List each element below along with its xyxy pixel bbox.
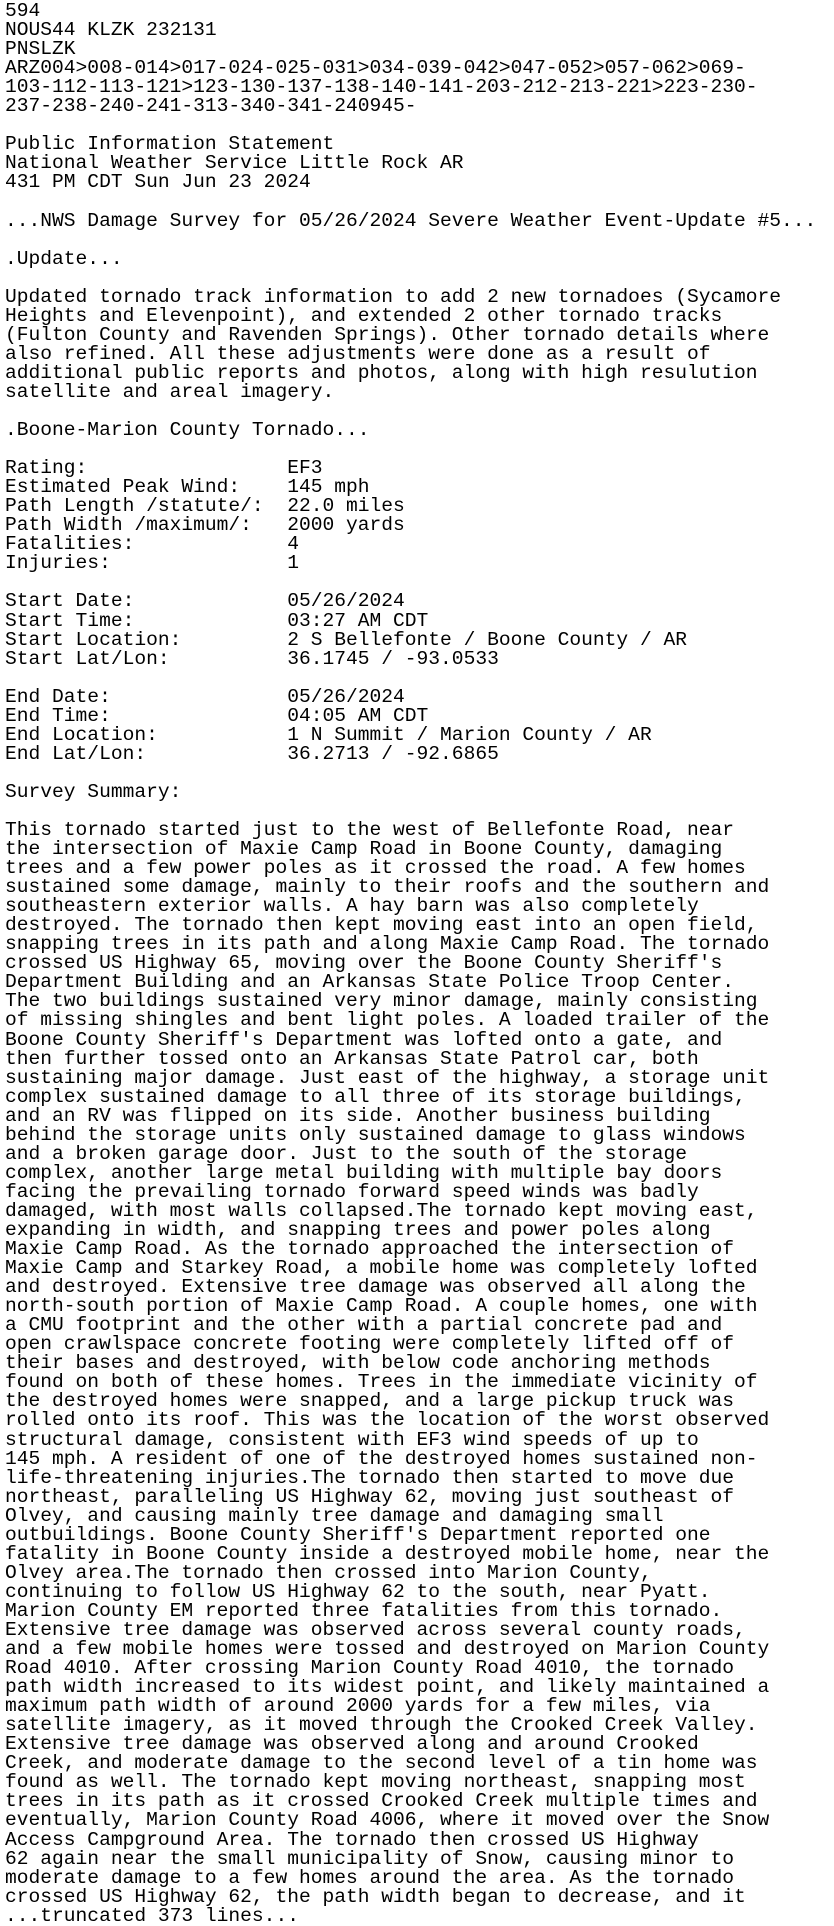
text-line: Maxie Camp Road. As the tornado approached the intersection of xyxy=(5,1238,735,1261)
text-line: outbuildings. Boone County Sheriff's Department reported one xyxy=(5,1523,711,1546)
text-line: Rating: EF3 xyxy=(5,457,323,480)
text-line: damaged, with most walls collapsed.The tornado kept moving east, xyxy=(5,1199,758,1222)
text-line: their bases and destroyed, with below code anchoring methods xyxy=(5,1352,711,1375)
text-line: National Weather Service Little Rock AR xyxy=(5,152,464,175)
text-line: Boone County Sheriff's Department was lofted onto a gate, and xyxy=(5,1028,723,1051)
text-line: ...NWS Damage Survey for 05/26/2024 Severe Weather Event-Update #5... xyxy=(5,209,817,232)
text-line: Heights and Elevenpoint), and extended 2 other tornado tracks xyxy=(5,304,723,327)
text-line: Access Campground Area. The tornado then crossed US Highway xyxy=(5,1828,699,1851)
text-line: .Update... xyxy=(5,247,123,270)
text-line: of missing shingles and bent light poles. A loaded trailer of the xyxy=(5,1009,770,1032)
text-line: Marion County EM reported three fatalities from this tornado. xyxy=(5,1599,723,1622)
text-line: This tornado started just to the west of Bellefonte Road, near xyxy=(5,819,735,842)
text-line: End Location: 1 N Summit / Marion County / AR xyxy=(5,723,652,746)
text-line: rolled onto its roof. This was the location of the worst observed xyxy=(5,1409,770,1432)
text-line: crossed US Highway 62, the path width began to decrease, and it xyxy=(5,1885,746,1908)
text-line: satellite imagery, as it moved through the Crooked Creek Valley. xyxy=(5,1714,758,1737)
text-line: satellite and areal imagery. xyxy=(5,380,335,403)
text-line: Fatalities: 4 xyxy=(5,533,299,556)
text-line: Start Lat/Lon: 36.1745 / -93.0533 xyxy=(5,647,499,670)
text-line: (Fulton County and Ravenden Springs). Other tornado details where xyxy=(5,323,770,346)
text-line: 431 PM CDT Sun Jun 23 2024 xyxy=(5,171,311,194)
text-line: Olvey area.The tornado then crossed into Marion County, xyxy=(5,1561,652,1584)
text-line: sustained some damage, mainly to their roofs and the southern and xyxy=(5,876,770,899)
text-line: a CMU footprint and the other with a partial concrete pad and xyxy=(5,1314,723,1337)
text-line: destroyed. The tornado then kept moving east into an open field, xyxy=(5,914,758,937)
text-line: 103-112-113-121>123-130-137-138-140-141-203-212-213-221>223-230- xyxy=(5,76,758,99)
text-line: then further tossed onto an Arkansas State Patrol car, both xyxy=(5,1047,699,1070)
text-line xyxy=(5,231,829,250)
text-line: and destroyed. Extensive tree damage was observed all along the xyxy=(5,1276,746,1299)
text-line: fatality in Boone County inside a destroyed mobile home, near the xyxy=(5,1542,770,1565)
text-line: behind the storage units only sustained damage to glass windows xyxy=(5,1123,746,1146)
text-line: .Boone-Marion County Tornado... xyxy=(5,419,370,442)
text-line: expanding in width, and snapping trees and power poles along xyxy=(5,1219,711,1241)
text-line: End Lat/Lon: 36.2713 / -92.6865 xyxy=(5,742,499,765)
text-line xyxy=(5,192,829,211)
text-line: Olvey, and causing mainly tree damage and damaging small xyxy=(5,1504,664,1527)
text-line: the destroyed homes were snapped, and a large pickup truck was xyxy=(5,1390,735,1413)
text-line: and a broken garage door. Just to the south of the storage xyxy=(5,1142,687,1165)
text-line: End Time: 04:05 AM CDT xyxy=(5,704,429,727)
text-line: Start Time: 03:27 AM CDT xyxy=(5,609,429,632)
text-line: facing the prevailing tornado forward speed winds was badly xyxy=(5,1180,699,1203)
text-line: Path Length /statute/: 22.0 miles xyxy=(5,495,405,518)
text-line: path width increased to its widest point, and likely maintained a xyxy=(5,1676,770,1699)
text-line: and an RV was flipped on its side. Another business building xyxy=(5,1104,711,1127)
text-line: northeast, paralleling US Highway 62, moving just southeast of xyxy=(5,1485,735,1508)
text-line: Public Information Statement xyxy=(5,133,335,156)
text-line: ...truncated 373 lines... xyxy=(5,1904,299,1926)
text-line: Injuries: 1 xyxy=(5,552,299,575)
text-line: additional public reports and photos, along with high resulution xyxy=(5,361,758,384)
text-line: life-threatening injuries.The tornado then started to move due xyxy=(5,1466,735,1489)
text-line: The two buildings sustained very minor damage, mainly consisting xyxy=(5,990,758,1013)
text-line: Road 4010. After crossing Marion County Road 4010, the tornado xyxy=(5,1657,735,1680)
text-line: eventually, Marion County Road 4006, where it moved over the Snow xyxy=(5,1809,770,1832)
text-line: open crawlspace concrete footing were completely lifted off of xyxy=(5,1333,735,1356)
text-line: trees in its path as it crossed Crooked Creek multiple times and xyxy=(5,1790,758,1813)
text-line: PNSLZK xyxy=(5,38,76,61)
text-line: NOUS44 KLZK 232131 xyxy=(5,19,217,42)
text-line: trees and a few power poles as it crossed the road. A few homes xyxy=(5,857,746,880)
text-line: 62 again near the small municipality of Snow, causing minor to xyxy=(5,1847,735,1870)
text-line: southeastern exterior walls. A hay barn was also completely xyxy=(5,895,699,918)
text-line: sustaining major damage. Just east of the highway, a storage unit xyxy=(5,1066,770,1089)
text-line: ARZ004>008-014>017-024-025-031>034-039-042>047-052>057-062>069- xyxy=(5,57,746,80)
text-line: north-south portion of Maxie Camp Road. A couple homes, one with xyxy=(5,1295,758,1318)
text-line: 594 xyxy=(5,0,41,22)
text-line: Department Building and an Arkansas State Police Troop Center. xyxy=(5,971,735,994)
text-line: Start Date: 05/26/2024 xyxy=(5,590,405,613)
text-line: complex, another large metal building with multiple bay doors xyxy=(5,1161,723,1184)
text-line: also refined. All these adjustments were done as a result of xyxy=(5,342,711,365)
text-line: End Date: 05/26/2024 xyxy=(5,685,405,708)
text-line: Extensive tree damage was observed along and around Crooked xyxy=(5,1733,699,1756)
text-line: Updated tornado track information to add 2 new tornadoes (Sycamore xyxy=(5,285,782,308)
text-line: and a few mobile homes were tossed and destroyed on Marion County xyxy=(5,1638,770,1661)
text-line: 237-238-240-241-313-340-341-240945- xyxy=(5,95,417,118)
text-line xyxy=(5,269,829,288)
text-line: crossed US Highway 65, moving over the Boone County Sheriff's xyxy=(5,952,723,975)
text-line: Maxie Camp and Starkey Road, a mobile home was completely lofted xyxy=(5,1257,758,1280)
text-line: Path Width /maximum/: 2000 yards xyxy=(5,514,405,537)
text-line: snapping trees in its path and along Maxie Camp Road. The tornado xyxy=(5,933,770,956)
text-line: Survey Summary: xyxy=(5,780,182,803)
text-line: 145 mph. A resident of one of the destroyed homes sustained non- xyxy=(5,1447,758,1470)
text-line xyxy=(5,669,829,688)
text-line: complex sustained damage to all three of its storage buildings, xyxy=(5,1085,746,1108)
text-line: structural damage, consistent with EF3 wind speeds of up to xyxy=(5,1428,699,1451)
text-line: found on both of these homes. Trees in the immediate vicinity of xyxy=(5,1371,758,1394)
text-line: found as well. The tornado kept moving northeast, snapping most xyxy=(5,1771,746,1794)
text-line: continuing to follow US Highway 62 to the south, near Pyatt. xyxy=(5,1580,711,1603)
text-line: Start Location: 2 S Bellefonte / Boone County / AR xyxy=(5,628,687,651)
text-line: maximum path width of around 2000 yards for a few miles, via xyxy=(5,1695,711,1718)
text-line: Estimated Peak Wind: 145 mph xyxy=(5,476,370,499)
text-line: moderate damage to a few homes around the area. As the tornado xyxy=(5,1866,735,1889)
text-line: Extensive tree damage was observed across several county roads, xyxy=(5,1618,746,1641)
text-line: Creek, and moderate damage to the second level of a tin home was xyxy=(5,1752,758,1775)
text-line: the intersection of Maxie Camp Road in Boone County, damaging xyxy=(5,838,723,861)
